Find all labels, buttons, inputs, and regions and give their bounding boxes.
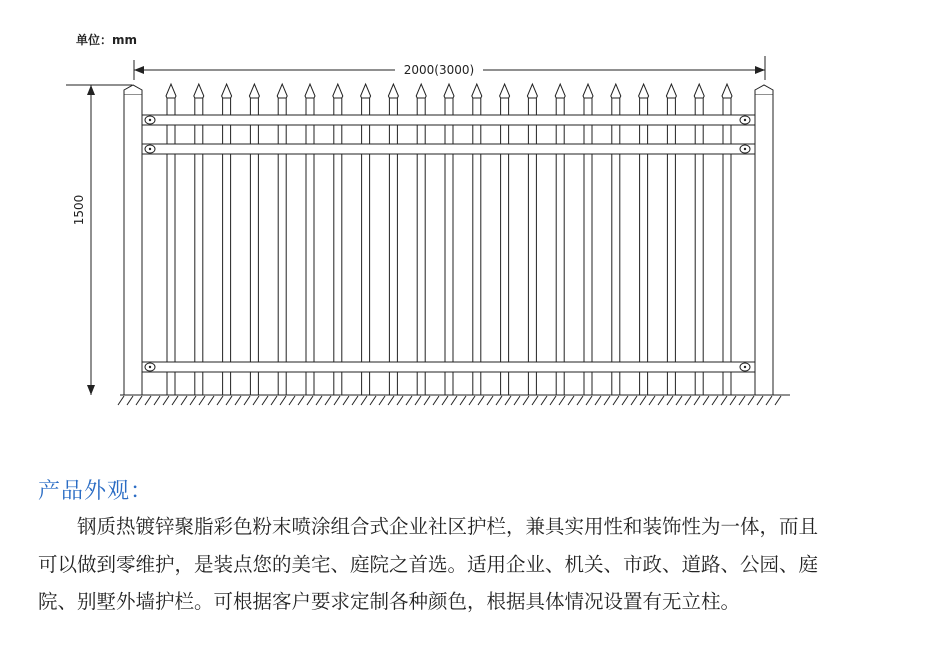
ground-hatch [361, 396, 367, 405]
picket [694, 84, 704, 395]
picket [444, 84, 454, 395]
ground-hatch [748, 396, 754, 405]
ground-hatch [289, 396, 295, 405]
picket [305, 84, 315, 395]
ground-hatch [325, 396, 331, 405]
ground-hatch [478, 396, 484, 405]
rail-bolt-center [744, 366, 746, 368]
ground-hatch [532, 396, 538, 405]
ground-hatch [208, 396, 214, 405]
rail [142, 144, 755, 154]
ground-hatch [775, 396, 781, 405]
ground-hatch [415, 396, 421, 405]
ground-hatch [622, 396, 628, 405]
ground-hatch [136, 396, 142, 405]
ground-hatch [145, 396, 151, 405]
rail-bolt-center [149, 119, 151, 121]
ground-hatch [658, 396, 664, 405]
rail-bolt-center [149, 366, 151, 368]
height-dimension-label: 1500 [72, 194, 86, 226]
ground-hatch [226, 396, 232, 405]
picket [472, 84, 482, 395]
right-post [755, 85, 773, 395]
ground-hatch [487, 396, 493, 405]
ground-hatch [271, 396, 277, 405]
ground-hatch [244, 396, 250, 405]
picket [194, 84, 204, 395]
ground-hatch [235, 396, 241, 405]
ground-hatch [343, 396, 349, 405]
ground-line [118, 395, 790, 405]
ground-hatch [469, 396, 475, 405]
picket [277, 84, 287, 395]
picket [666, 84, 676, 395]
ground-hatch [568, 396, 574, 405]
ground-hatch [433, 396, 439, 405]
ground-hatch [370, 396, 376, 405]
ground-hatch [460, 396, 466, 405]
width-dimension-label: 2000(3000) [403, 63, 475, 77]
picket [166, 84, 176, 395]
ground-hatch [127, 396, 133, 405]
ground-hatch [118, 396, 124, 405]
picket [388, 84, 398, 395]
ground-hatch [190, 396, 196, 405]
ground-hatch [523, 396, 529, 405]
section-title: 产品外观： [38, 479, 154, 504]
ground-hatch [739, 396, 745, 405]
ground-hatch [541, 396, 547, 405]
pickets [166, 84, 732, 395]
ground-hatch [676, 396, 682, 405]
ground-hatch [757, 396, 763, 405]
left-post [124, 85, 142, 395]
rail-bolt-center [744, 148, 746, 150]
ground-hatch [514, 396, 520, 405]
ground-hatch [154, 396, 160, 405]
ground-hatch [631, 396, 637, 405]
ground-hatch [595, 396, 601, 405]
ground-hatch [694, 396, 700, 405]
ground-hatch [559, 396, 565, 405]
picket [500, 84, 510, 395]
ground-hatch [451, 396, 457, 405]
picket [333, 84, 343, 395]
ground-hatch [667, 396, 673, 405]
ground-hatch [352, 396, 358, 405]
ground-hatch [172, 396, 178, 405]
picket [361, 84, 371, 395]
unit-label: 单位：mm [76, 33, 138, 47]
ground-hatch [181, 396, 187, 405]
ground-hatch [721, 396, 727, 405]
picket [249, 84, 259, 395]
picket [555, 84, 565, 395]
rail [142, 362, 755, 372]
ground-hatch [577, 396, 583, 405]
ground-hatch [550, 396, 556, 405]
ground-hatch [604, 396, 610, 405]
ground-hatch [316, 396, 322, 405]
rail-bolt-center [744, 119, 746, 121]
ground-hatch [334, 396, 340, 405]
ground-hatch [406, 396, 412, 405]
ground-hatch [253, 396, 259, 405]
ground-hatch [379, 396, 385, 405]
ground-hatch [649, 396, 655, 405]
width-dimension [134, 56, 765, 80]
picket [639, 84, 649, 395]
ground-hatch [613, 396, 619, 405]
rail-bolt-center [149, 148, 151, 150]
picket [222, 84, 232, 395]
height-dimension [66, 85, 132, 395]
ground-hatch [199, 396, 205, 405]
ground-hatch [712, 396, 718, 405]
picket [416, 84, 426, 395]
ground-hatch [217, 396, 223, 405]
ground-hatch [766, 396, 772, 405]
ground-hatch [424, 396, 430, 405]
ground-hatch [163, 396, 169, 405]
picket [611, 84, 621, 395]
rail [142, 115, 755, 125]
ground-hatch [442, 396, 448, 405]
ground-hatch [730, 396, 736, 405]
ground-hatch [262, 396, 268, 405]
product-description: 钢质热镀锌聚脂彩色粉末喷涂组合式企业社区护栏，兼具实用性和装饰性为一体，而且可以做到零维护，是装点您的美宅、庭院之首选。适用企业、机关、市政、道路、公园、庭院、别墅外墙护栏。可根据客户要求定制各种颜色，根据具体情况设置有无立柱。 [38, 515, 819, 613]
ground-hatch [388, 396, 394, 405]
ground-hatch [703, 396, 709, 405]
ground-hatch [496, 396, 502, 405]
ground-hatch [298, 396, 304, 405]
ground-hatch [397, 396, 403, 405]
picket [527, 84, 537, 395]
ground-hatch [505, 396, 511, 405]
ground-hatch [307, 396, 313, 405]
ground-hatch [586, 396, 592, 405]
ground-hatch [640, 396, 646, 405]
picket [722, 84, 732, 395]
picket [583, 84, 593, 395]
ground-hatch [280, 396, 286, 405]
ground-hatch [685, 396, 691, 405]
